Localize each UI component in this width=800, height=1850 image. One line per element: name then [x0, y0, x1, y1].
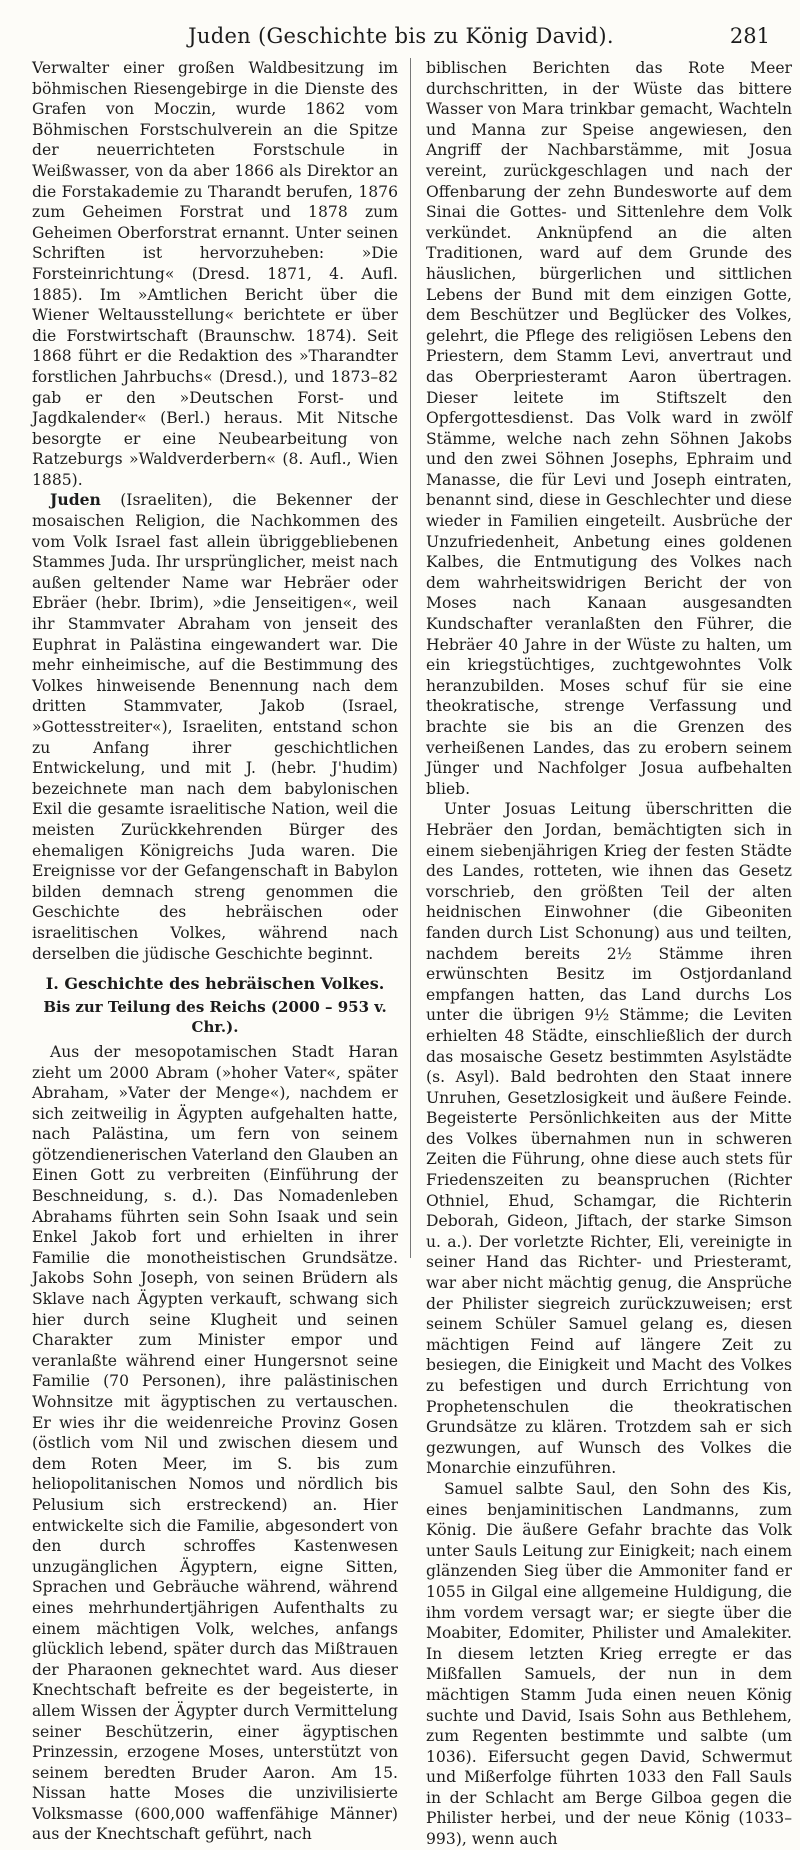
paragraph: Aus der mesopotamischen Stadt Haran zieht um 2000 Abram (»hoher Vater«, später Abraham, »Vater der Menge«), nachdem er sich zeitweilig in Ägypten aufgehalten hatte, nach Palästina, um fern von seinem götzendienerischen Vaterland den Glauben an Einen Gott zu verbreiten (Einführung der Beschneidung, s. d.). Das Nomadenleben Abrahams führten sein Sohn Isaak und sein Enkel Jakob fort und erhielten in ihrer Familie die monotheistischen Grundsätze. Jakobs Sohn Joseph, von seinen Brüdern als Sklave nach Ägypten verkauft, schwang sich hier durch seine Klugheit und seinen Charakter zum Minister empor und veranlaßte während einer Hungersnot seine Familie (70 Personen), ihre palästinischen Wohnsitze mit ägyptischen zu vertauschen. Er wies ihr die weidenreiche Provinz Gosen (östlich vom Nil und zwischen diesem und dem Roten Meer, im S. bis zum heliopolitanischen Nomos und nördlich bis Pelusium sich erstreckend) an. Hier entwickelte sich die Familie, abgesondert von den durch schroffes Kastenwesen unzugänglichen Ägyptern, eigne Sitten, Sprachen und Gebräuche während, während eines mehrhundertjährigen Aufenthalts zu einem mächtigen Volk, welches, anfangs glücklich lebend, später durch das Mißtrauen der Pharaonen geknechtet ward. Aus dieser Knechtschaft befreite es der begeisterte, in allem Wissen der Ägypter durch Vermittelung seiner Beschützerin, einer ägyptischen Prinzessin, erzogene Moses, unterstützt von seinem beredten Bruder Aaron. Am 15. Nissan hatte Moses die unzivilisierte Volksmasse (600,000 waffenfähige Männer) aus der Knechtschaft geführt, nach	[32, 1042, 398, 1844]
running-title: Juden (Geschichte bis zu König David).	[188, 24, 614, 48]
column-divider	[410, 58, 411, 1258]
paragraph: Verwalter einer großen Waldbesitzung im böhmischen Riesengebirge in die Dienste des Grafen von Moczin, wurde 1862 vom Böhmischen Forstschulverein an die Spitze der neuerrichteten Forstschule in Weißwasser, von da aber 1866 als Direktor an die Forstakademie zu Tharandt berufen, 1876 zum Geheimen Forstrat und 1878 zum Geheimen Oberforstrat ernannt. Unter seinen Schriften ist hervorzuheben: »Die Forsteinrichtung« (Dresd. 1871, 4. Aufl. 1885). Im »Amtlichen Bericht über die Wiener Weltausstellung« berichtete er über die Forstwirtschaft (Braunschw. 1874). Seit 1868 führt er die Redaktion des »Tharandter forstlichen Jahrbuchs« (Dresd.), und 1873–82 gab er den »Deutschen Forst- und Jagdkalender« (Berl.) heraus. Mit Nitsche besorgte er eine Neubearbeitung von Ratzeburgs »Waldverderbern« (8. Aufl., Wien 1885).	[32, 59, 398, 489]
page-number: 281	[729, 24, 770, 48]
page-header	[32, 22, 770, 56]
entry-headword: Juden	[50, 490, 101, 510]
paragraph	[32, 490, 398, 964]
left-column	[32, 58, 398, 1845]
subsection-heading: Bis zur Teilung des Reichs (2000 – 953 v. Chr.).	[43, 997, 387, 1037]
right-column	[426, 58, 792, 1850]
section-heading: I. Geschichte des hebräischen Volkes.	[45, 974, 385, 994]
paragraph: Unter Josuas Leitung überschritten die Hebräer den Jordan, bemächtigten sich in einem siebenjährigen Krieg der festen Städte des Landes, rotteten, wie ihnen das Gesetz vorschrieb, den größten Teil der alten heidnischen Einwohner (die Gibeoniten fanden durch List Schonung) aus und teilten, nachdem bereits 2½ Stämme ihren erwünschten Besitz im Ostjordanland empfangen hatten, das Land durchs Los unter die übrigen 9½ Stämme; die Leviten erhielten 48 Städte, einschließlich der durch das mosaische Gesetz bestimmten Asylstädte (s. Asyl). Bald bedrohten den Staat innere Unruhen, Gesetzlosigkeit und äußere Feinde. Begeisterte Persönlichkeiten aus der Mitte des Volkes übernahmen nun in schweren Zeiten die Führung, ohne diese auch stets für Friedenszeiten zu beanspruchen (Richter Othniel, Ehud, Schamgar, die Richterin Deborah, Gideon, Jiftach, der starke Simson u. a.). Der vorletzte Richter, Eli, vereinigte in seiner Hand das Richter- und Priesteramt, war aber nicht mächtig genug, die Ansprüche der Philister siegreich zurückzuweisen; erst seinem Schüler Samuel gelang es, diesen mächtigen Feind auf längere Zeit zu besiegen, die Einigkeit und Macht des Volkes zu befestigen und durch Errichtung von Prophetenschulen die theokratischen Grundsätze zu klären. Trotzdem sah er sich gezwungen, auf Wunsch des Volkes die Monarchie einzuführen.	[426, 800, 792, 1478]
paragraph: Samuel salbte Saul, den Sohn des Kis, eines benjaminitischen Landmanns, zum König. Die äußere Gefahr brachte das Volk unter Sauls Leitung zur Einigkeit; nach einem glänzenden Sieg über die Ammoniter fand er 1055 in Gilgal eine allgemeine Huldigung, die ihm vordem versagt war; er siegte über die Moabiter, Edomiter, Philister und Amalekiter. In diesem letzten Krieg erregte er das Mißfallen Samuels, der nun in dem mächtigen Stamm Juda einen neuen König suchte und David, Isais Sohn aus Bethlehem, zum Regenten bestimmte und salbte (um 1036). Eifersucht gegen David, Schwermut und Mißerfolge führten 1033 den Fall Sauls in der Schlacht am Berge Gilboa gegen die Philister herbei, und der neue König (1033–993), wenn auch	[426, 1479, 792, 1849]
entry-text: (Israeliten), die Bekenner der mosaischen Religion, die Nachkommen des vom Volk Israel fast allein übriggebliebenen Stammes Juda. Ihr ursprünglicher, meist nach außen geltender Name war Hebräer oder Ebräer (hebr. Ibrim), »die Jenseitigen«, weil ihr Stammvater Abraham von jenseit des Euphrat in Palästina eingewandert war. Die mehr einheimische, auf die Bestimmung des Volkes hinweisende Benennung nach dem dritten Stammvater, Jakob (Israel, »Gottesstreiter«), Israeliten, entstand schon zu Anfang ihrer geschichtlichen Entwickelung, und mit J. (hebr. J'hudim) bezeichnete man nach dem babylonischen Exil die gesamte israelitische Nation, weil die meisten Zurückkehrenden Bürger des ehemaligen Königreichs Juda waren. Die Ereignisse vor der Gefangenschaft in Babylon bilden demnach streng genommen die Geschichte des hebräischen oder israelitischen Volkes, während nach derselben die jüdische Geschichte beginnt.	[32, 491, 398, 963]
paragraph: biblischen Berichten das Rote Meer durchschritten, in der Wüste das bittere Wasser von Mara trinkbar gemacht, Wachteln und Manna zur Speise angewiesen, den Angriff der Nachbarstämme, mit Josua vereint, zurückgeschlagen und nach der Offenbarung der zehn Bundesworte auf dem Sinai die Gottes- und Sittenlehre dem Volk verkündet. Anknüpfend an die alten Traditionen, ward auf dem Grunde des häuslichen, bürgerlichen und sittlichen Lebens der Bund mit dem einzigen Gotte, dem Beschützer und Beglücker des Volkes, gelehrt, die Pflege des religiösen Lebens den Priestern, dem Stamm Levi, anvertraut und das Oberpriesteramt Aaron übertragen. Dieser leitete im Stiftszelt den Opfergottesdienst. Das Volk ward in zwölf Stämme, welche nach zehn Söhnen Jakobs und den zwei Söhnen Josephs, Ephraim und Manasse, die für Levi und Joseph eintraten, benannt sind, diese in Geschlechter und diese wieder in Familien eingeteilt. Ausbrüche der Unzufriedenheit, Anbetung eines goldenen Kalbes, die Entmutigung des Volkes nach dem wahrheitswidrigen Bericht der von Moses nach Kanaan ausgesandten Kundschafter veranlaßten den Führer, die Hebräer 40 Jahre in der Wüste zu halten, um ein kriegstüchtiges, zuchtgewohntes Volk heranzubilden. Moses schuf für sie eine theokratische, strenge Verfassung und brachte sie bis an die Grenzen des verheißenen Landes, das zu erobern seinem Jünger und Nachfolger Josua aufbehalten blieb.	[426, 59, 792, 798]
